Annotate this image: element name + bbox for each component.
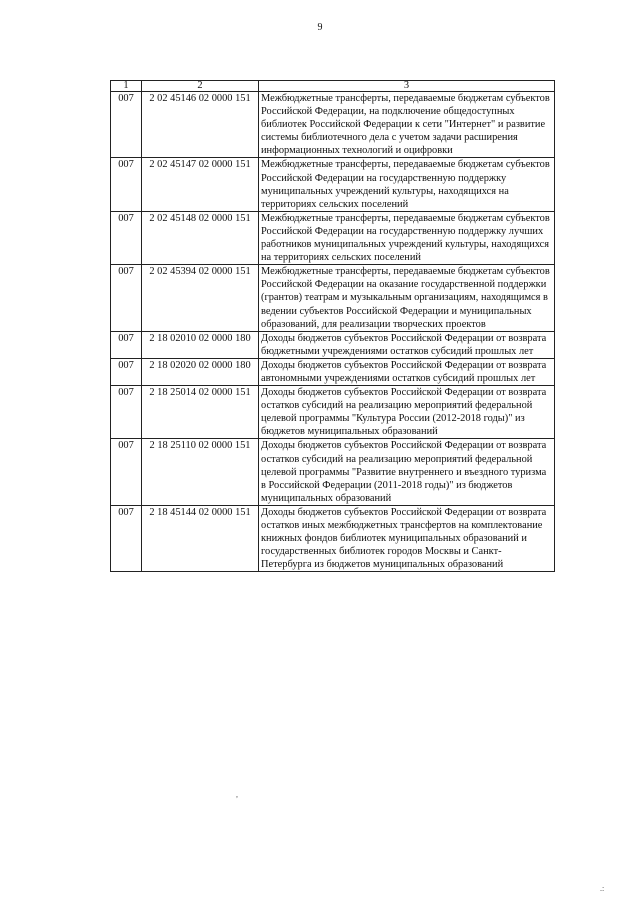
budget-classification-table xyxy=(110,80,555,572)
admin-code-cell: 007 xyxy=(111,158,142,211)
column-header-2: 2 xyxy=(142,81,259,92)
table-row xyxy=(111,211,555,264)
budget-code-cell: 2 18 02010 02 0000 180 xyxy=(142,331,259,358)
description-cell: Доходы бюджетов субъектов Российской Федерации от возврата остатков субсидий на реализацию мероприятий федеральной целевой программы "Культура России (2012-2018 годы)" из бюджетов муниципальных образований xyxy=(259,386,555,439)
table-header-row xyxy=(111,81,555,92)
admin-code-cell: 007 xyxy=(111,92,142,158)
budget-code-cell: 2 18 25110 02 0000 151 xyxy=(142,439,259,505)
scan-speck: , xyxy=(236,790,238,799)
admin-code-cell: 007 xyxy=(111,358,142,385)
budget-code-cell: 2 02 45147 02 0000 151 xyxy=(142,158,259,211)
page-number: 9 xyxy=(317,22,323,33)
admin-code-cell: 007 xyxy=(111,265,142,331)
admin-code-cell: 007 xyxy=(111,505,142,571)
description-cell: Межбюджетные трансферты, передаваемые бюджетам субъектов Российской Федерации на государственную поддержку муниципальных учреждений культуры, находящихся на территориях сельских поселений xyxy=(259,158,555,211)
scan-speck: .: xyxy=(600,884,605,893)
description-cell: Межбюджетные трансферты, передаваемые бюджетам субъектов Российской Федерации на государственную поддержку лучших работников муниципальных учреждений культуры, находящихся на территориях сельских поселений xyxy=(259,211,555,264)
table-row xyxy=(111,358,555,385)
admin-code-cell: 007 xyxy=(111,439,142,505)
budget-code-cell: 2 18 25014 02 0000 151 xyxy=(142,386,259,439)
table-row xyxy=(111,439,555,505)
budget-code-cell: 2 18 45144 02 0000 151 xyxy=(142,505,259,571)
admin-code-cell: 007 xyxy=(111,211,142,264)
budget-code-cell: 2 02 45146 02 0000 151 xyxy=(142,92,259,158)
column-header-1: 1 xyxy=(111,81,142,92)
table-row xyxy=(111,158,555,211)
column-header-3: 3 xyxy=(259,81,555,92)
admin-code-cell: 007 xyxy=(111,331,142,358)
description-cell: Доходы бюджетов субъектов Российской Федерации от возврата автономными учреждениями остатков субсидий прошлых лет xyxy=(259,358,555,385)
description-cell: Доходы бюджетов субъектов Российской Федерации от возврата бюджетными учреждениями остатков субсидий прошлых лет xyxy=(259,331,555,358)
budget-code-cell: 2 02 45148 02 0000 151 xyxy=(142,211,259,264)
table-row xyxy=(111,92,555,158)
description-cell: Доходы бюджетов субъектов Российской Федерации от возврата остатков субсидий на реализацию мероприятий федеральной целевой программы "Развитие внутреннего и въездного туризма в Российской Федерации (2011-2018 годы)" из бюджетов муниципальных образований xyxy=(259,439,555,505)
table-row xyxy=(111,331,555,358)
budget-code-cell: 2 02 45394 02 0000 151 xyxy=(142,265,259,331)
table-row xyxy=(111,505,555,571)
description-cell: Межбюджетные трансферты, передаваемые бюджетам субъектов Российской Федерации, на подключение общедоступных библиотек Российской Федерации к сети "Интернет" и развитие системы библиотечного дела с учетом задачи расширения информационных технологий и оцифровки xyxy=(259,92,555,158)
admin-code-cell: 007 xyxy=(111,386,142,439)
table-row xyxy=(111,265,555,331)
description-cell: Доходы бюджетов субъектов Российской Федерации от возврата остатков иных межбюджетных трансфертов на комплектование книжных фондов библиотек муниципальных образований и государственных библиотек городов Москвы и Санкт-Петербурга из бюджетов муниципальных образований xyxy=(259,505,555,571)
table-row xyxy=(111,386,555,439)
description-cell: Межбюджетные трансферты, передаваемые бюджетам субъектов Российской Федерации на оказание государственной поддержки (грантов) театрам и музыкальным организациям, находящимся в ведении субъектов Российской Федерации и муниципальных образований, для реализации творческих проектов xyxy=(259,265,555,331)
budget-code-cell: 2 18 02020 02 0000 180 xyxy=(142,358,259,385)
